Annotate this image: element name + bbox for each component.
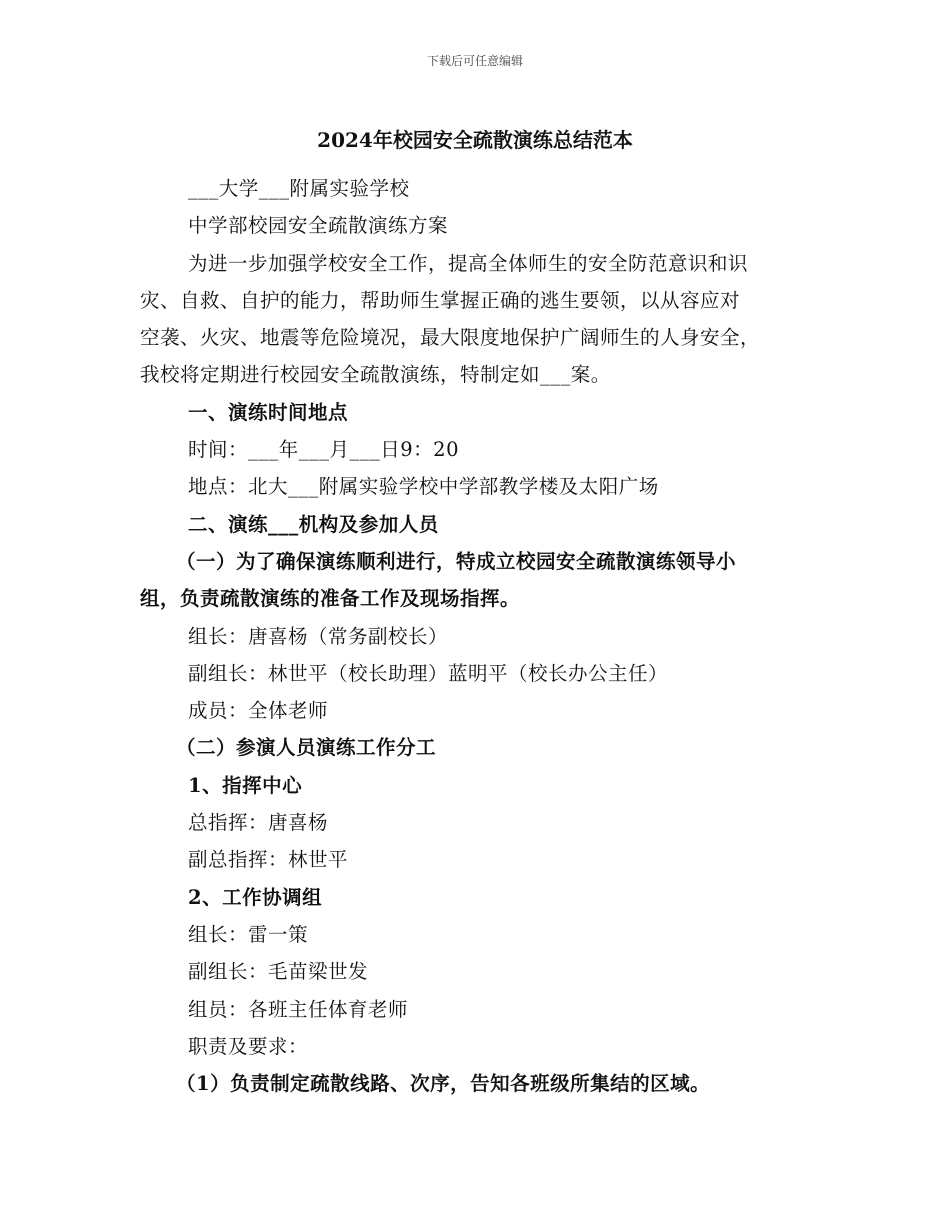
drill-place: 地点：北大___附属实验学校中学部教学楼及太阳广场 (188, 475, 659, 499)
document-body (140, 170, 830, 1102)
leader: 组长：唐喜杨（常务副校长） (188, 624, 449, 648)
plan-name: 中学部校园安全疏散演练方案 (188, 214, 449, 238)
sub1-line: 组，负责疏散演练的准备工作及现场指挥。 (140, 587, 521, 611)
drill-time: 时间：___年___月___日9：20 (188, 438, 459, 462)
vice-leader: 副组长：林世平（校长助理）蓝明平（校长办公主任） (188, 661, 669, 685)
header-note: 下载后可任意编辑 (426, 54, 523, 68)
coord-vice: 副组长：毛苗梁世发 (188, 960, 369, 984)
section1-heading: 一、演练时间地点 (188, 400, 349, 424)
command-heading: 1、指挥中心 (188, 773, 303, 797)
intro-line: 灾、自救、自护的能力，帮助师生掌握正确的逃生要领，以从容应对 (140, 288, 741, 312)
sub2-heading: （二）参演人员演练工作分工 (176, 736, 437, 760)
intro-line: 空袭、火灾、地震等危险境况，最大限度地保护广阔师生的人身安全， (140, 326, 761, 350)
members: 成员：全体老师 (188, 699, 329, 723)
duties-label: 职责及要求： (188, 1034, 309, 1058)
section2-heading: 二、演练___机构及参加人员 (188, 512, 439, 536)
duty-item: （1）负责制定疏散线路、次序，告知各班级所集结的区域。 (176, 1072, 711, 1096)
intro-line: 我校将定期进行校园安全疏散演练，特制定如___案。 (140, 363, 611, 387)
intro-paragraph (140, 245, 830, 394)
coord-members: 组员：各班主任体育老师 (188, 997, 409, 1021)
coord-heading: 2、工作协调组 (188, 885, 323, 909)
coord-leader: 组长：雷一策 (188, 922, 309, 946)
chief: 总指挥：唐喜杨 (188, 811, 329, 835)
vice-chief: 副总指挥：林世平 (188, 848, 349, 872)
intro-line: 为进一步加强学校安全工作，提高全体师生的安全防范意识和识 (188, 251, 749, 275)
document-title: 2024年校园安全疏散演练总结范本 (317, 128, 633, 152)
school-line: ___大学___附属实验学校 (188, 177, 410, 200)
sub1-line: （一）为了确保演练顺利进行，特成立校园安全疏散演练领导小 (176, 549, 737, 573)
